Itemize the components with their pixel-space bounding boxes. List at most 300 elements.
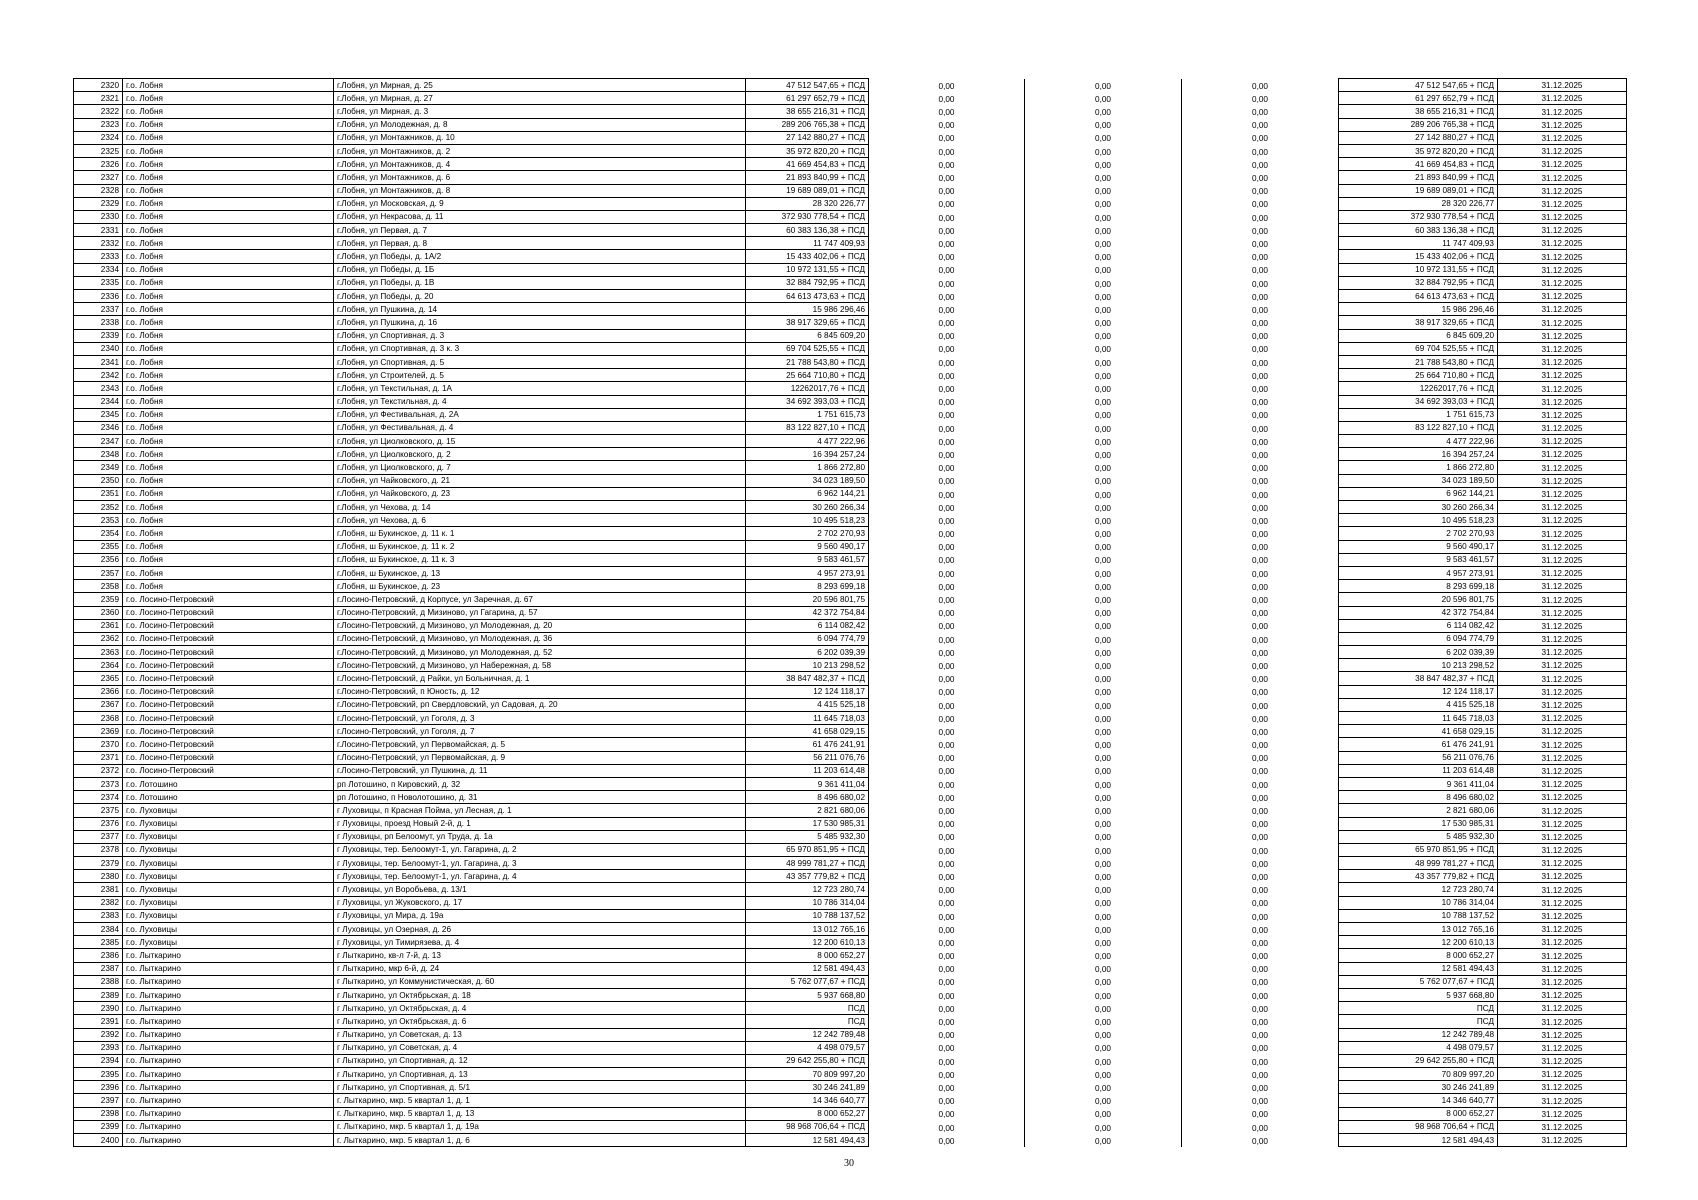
- municipality: г.о. Луховицы: [123, 936, 334, 949]
- zero-value-3: 0,00: [1182, 184, 1339, 197]
- table-row: [74, 158, 1627, 171]
- zero-value-3: 0,00: [1182, 1094, 1339, 1107]
- cost-amount: 10 786 314,04: [746, 896, 869, 909]
- municipality: г.о. Лобня: [123, 92, 334, 105]
- zero-value-2: 0,00: [1025, 777, 1182, 790]
- total-amount: 6 094 774,79: [1339, 632, 1498, 645]
- total-amount: 10 495 518,23: [1339, 514, 1498, 527]
- zero-value-1: 0,00: [869, 184, 1025, 197]
- cost-amount: 61 297 652,79 + ПСД: [746, 92, 869, 105]
- zero-value-3: 0,00: [1182, 1015, 1339, 1028]
- total-amount: 43 357 779,82 + ПСД: [1339, 870, 1498, 883]
- zero-value-1: 0,00: [869, 936, 1025, 949]
- zero-value-3: 0,00: [1182, 672, 1339, 685]
- total-amount: 11 645 718,03: [1339, 712, 1498, 725]
- zero-value-2: 0,00: [1025, 672, 1182, 685]
- municipality: г.о. Лыткарино: [123, 1002, 334, 1015]
- cost-amount: 11 645 718,03: [746, 712, 869, 725]
- address: г Луховицы, ул Мира, д. 19а: [334, 909, 746, 922]
- deadline-date: 31.12.2025: [1498, 817, 1627, 830]
- municipality: г.о. Лыткарино: [123, 975, 334, 988]
- row-number: 2344: [74, 395, 123, 408]
- zero-value-1: 0,00: [869, 725, 1025, 738]
- municipality: г.о. Лобня: [123, 329, 334, 342]
- zero-value-3: 0,00: [1182, 421, 1339, 434]
- zero-value-3: 0,00: [1182, 791, 1339, 804]
- cost-amount: 34 023 189,50: [746, 474, 869, 487]
- zero-value-1: 0,00: [869, 672, 1025, 685]
- zero-value-3: 0,00: [1182, 303, 1339, 316]
- zero-value-1: 0,00: [869, 487, 1025, 500]
- zero-value-2: 0,00: [1025, 395, 1182, 408]
- table-row: [74, 329, 1627, 342]
- row-number: 2334: [74, 263, 123, 276]
- zero-value-2: 0,00: [1025, 342, 1182, 355]
- total-amount: 6 962 144,21: [1339, 487, 1498, 500]
- deadline-date: 31.12.2025: [1498, 988, 1627, 1001]
- zero-value-2: 0,00: [1025, 276, 1182, 289]
- zero-value-1: 0,00: [869, 197, 1025, 210]
- table-row: [74, 290, 1627, 303]
- row-number: 2333: [74, 250, 123, 263]
- total-amount: 38 847 482,37 + ПСД: [1339, 672, 1498, 685]
- table-row: [74, 659, 1627, 672]
- zero-value-2: 0,00: [1025, 92, 1182, 105]
- row-number: 2330: [74, 210, 123, 223]
- deadline-date: 31.12.2025: [1498, 764, 1627, 777]
- total-amount: 5 762 077,67 + ПСД: [1339, 975, 1498, 988]
- row-number: 2370: [74, 738, 123, 751]
- municipality: г.о. Луховицы: [123, 857, 334, 870]
- total-amount: 15 986 296,46: [1339, 303, 1498, 316]
- total-amount: 16 394 257,24: [1339, 448, 1498, 461]
- deadline-date: 31.12.2025: [1498, 184, 1627, 197]
- zero-value-2: 0,00: [1025, 329, 1182, 342]
- row-number: 2389: [74, 988, 123, 1001]
- address: г.Лобня, ул Победы, д. 20: [334, 290, 746, 303]
- table-row: [74, 461, 1627, 474]
- municipality: г.о. Лобня: [123, 553, 334, 566]
- address: г Луховицы, п Красная Пойма, ул Лесная, д. 1: [334, 804, 746, 817]
- zero-value-1: 0,00: [869, 290, 1025, 303]
- zero-value-1: 0,00: [869, 632, 1025, 645]
- zero-value-2: 0,00: [1025, 870, 1182, 883]
- deadline-date: 31.12.2025: [1498, 685, 1627, 698]
- total-amount: 61 297 652,79 + ПСД: [1339, 92, 1498, 105]
- zero-value-2: 0,00: [1025, 566, 1182, 579]
- deadline-date: 31.12.2025: [1498, 210, 1627, 223]
- municipality: г.о. Лобня: [123, 408, 334, 421]
- address: г Лыткарино, ул Коммунистическая, д. 60: [334, 975, 746, 988]
- table-row: [74, 131, 1627, 144]
- row-number: 2392: [74, 1028, 123, 1041]
- cost-amount: 38 655 216,31 + ПСД: [746, 105, 869, 118]
- municipality: г.о. Лыткарино: [123, 949, 334, 962]
- zero-value-1: 0,00: [869, 1041, 1025, 1054]
- row-number: 2331: [74, 224, 123, 237]
- deadline-date: 31.12.2025: [1498, 923, 1627, 936]
- zero-value-2: 0,00: [1025, 988, 1182, 1001]
- deadline-date: 31.12.2025: [1498, 540, 1627, 553]
- cost-amount: 2 821 680,06: [746, 804, 869, 817]
- table-row: [74, 988, 1627, 1001]
- address: г.Лобня, ул Мирная, д. 3: [334, 105, 746, 118]
- zero-value-3: 0,00: [1182, 79, 1339, 92]
- zero-value-3: 0,00: [1182, 923, 1339, 936]
- table-row: [74, 975, 1627, 988]
- zero-value-3: 0,00: [1182, 105, 1339, 118]
- zero-value-2: 0,00: [1025, 606, 1182, 619]
- zero-value-3: 0,00: [1182, 263, 1339, 276]
- zero-value-1: 0,00: [869, 580, 1025, 593]
- row-number: 2371: [74, 751, 123, 764]
- row-number: 2324: [74, 131, 123, 144]
- zero-value-3: 0,00: [1182, 487, 1339, 500]
- address: г.Лобня, ул Некрасова, д. 11: [334, 210, 746, 223]
- cost-amount: 69 704 525,55 + ПСД: [746, 342, 869, 355]
- row-number: 2374: [74, 791, 123, 804]
- municipality: г.о. Лобня: [123, 276, 334, 289]
- zero-value-1: 0,00: [869, 949, 1025, 962]
- cost-amount: 38 847 482,37 + ПСД: [746, 672, 869, 685]
- zero-value-1: 0,00: [869, 540, 1025, 553]
- table-row: [74, 883, 1627, 896]
- zero-value-1: 0,00: [869, 566, 1025, 579]
- zero-value-1: 0,00: [869, 962, 1025, 975]
- cost-amount: 10 788 137,52: [746, 909, 869, 922]
- address: г.Лобня, ш Букинское, д. 11 к. 3: [334, 553, 746, 566]
- row-number: 2364: [74, 659, 123, 672]
- deadline-date: 31.12.2025: [1498, 131, 1627, 144]
- zero-value-3: 0,00: [1182, 975, 1339, 988]
- zero-value-3: 0,00: [1182, 527, 1339, 540]
- cost-amount: 47 512 547,65 + ПСД: [746, 79, 869, 92]
- address: г.Лосино-Петровский, ул Гоголя, д. 3: [334, 712, 746, 725]
- municipality: г.о. Лосино-Петровский: [123, 764, 334, 777]
- table-row: [74, 1107, 1627, 1120]
- total-amount: 29 642 255,80 + ПСД: [1339, 1054, 1498, 1067]
- cost-amount: 4 957 273,91: [746, 566, 869, 579]
- row-number: 2375: [74, 804, 123, 817]
- table-row: [74, 1054, 1627, 1067]
- table-row: [74, 1081, 1627, 1094]
- deadline-date: 31.12.2025: [1498, 672, 1627, 685]
- municipality: г.о. Лобня: [123, 527, 334, 540]
- total-amount: 41 669 454,83 + ПСД: [1339, 158, 1498, 171]
- row-number: 2400: [74, 1134, 123, 1147]
- table-row: [74, 1094, 1627, 1107]
- zero-value-2: 0,00: [1025, 949, 1182, 962]
- row-number: 2341: [74, 355, 123, 368]
- address: г Луховицы, ул Воробьева, д. 13/1: [334, 883, 746, 896]
- address: г Лыткарино, ул Октябрьская, д. 4: [334, 1002, 746, 1015]
- total-amount: 38 655 216,31 + ПСД: [1339, 105, 1498, 118]
- total-amount: 1 751 615,73: [1339, 408, 1498, 421]
- cost-amount: 9 560 490,17: [746, 540, 869, 553]
- deadline-date: 31.12.2025: [1498, 1028, 1627, 1041]
- cost-amount: 10 495 518,23: [746, 514, 869, 527]
- zero-value-3: 0,00: [1182, 698, 1339, 711]
- address: г Лыткарино, ул Октябрьская, д. 6: [334, 1015, 746, 1028]
- table-row: [74, 777, 1627, 790]
- deadline-date: 31.12.2025: [1498, 435, 1627, 448]
- cost-amount: ПСД: [746, 1002, 869, 1015]
- zero-value-1: 0,00: [869, 276, 1025, 289]
- row-number: 2346: [74, 421, 123, 434]
- row-number: 2337: [74, 303, 123, 316]
- row-number: 2378: [74, 843, 123, 856]
- deadline-date: 31.12.2025: [1498, 171, 1627, 184]
- row-number: 2329: [74, 197, 123, 210]
- table-row: [74, 738, 1627, 751]
- deadline-date: 31.12.2025: [1498, 408, 1627, 421]
- table-row: [74, 764, 1627, 777]
- zero-value-2: 0,00: [1025, 580, 1182, 593]
- total-amount: 11 747 409,93: [1339, 237, 1498, 250]
- total-amount: 8 000 652,27: [1339, 1107, 1498, 1120]
- cost-amount: 12 581 494,43: [746, 962, 869, 975]
- address: г Лыткарино, ул Спортивная, д. 5/1: [334, 1081, 746, 1094]
- table-row: [74, 1002, 1627, 1015]
- deadline-date: 31.12.2025: [1498, 593, 1627, 606]
- total-amount: 60 383 136,38 + ПСД: [1339, 224, 1498, 237]
- total-amount: 12 581 494,43: [1339, 1134, 1498, 1147]
- deadline-date: 31.12.2025: [1498, 514, 1627, 527]
- total-amount: 8 496 680,02: [1339, 791, 1498, 804]
- row-number: 2339: [74, 329, 123, 342]
- zero-value-2: 0,00: [1025, 514, 1182, 527]
- table-row: [74, 316, 1627, 329]
- table-row: [74, 1068, 1627, 1081]
- address: г Луховицы, рп Белоомут, ул Труда, д. 1а: [334, 830, 746, 843]
- municipality: г.о. Лобня: [123, 79, 334, 92]
- deadline-date: 31.12.2025: [1498, 804, 1627, 817]
- zero-value-2: 0,00: [1025, 619, 1182, 632]
- zero-value-3: 0,00: [1182, 685, 1339, 698]
- zero-value-3: 0,00: [1182, 870, 1339, 883]
- cost-amount: 4 415 525,18: [746, 698, 869, 711]
- deadline-date: 31.12.2025: [1498, 382, 1627, 395]
- deadline-date: 31.12.2025: [1498, 566, 1627, 579]
- row-number: 2349: [74, 461, 123, 474]
- zero-value-2: 0,00: [1025, 158, 1182, 171]
- municipality: г.о. Лыткарино: [123, 962, 334, 975]
- cost-amount: 70 809 997,20: [746, 1068, 869, 1081]
- table-row: [74, 817, 1627, 830]
- row-number: 2393: [74, 1041, 123, 1054]
- table-row: [74, 936, 1627, 949]
- zero-value-1: 0,00: [869, 144, 1025, 157]
- cost-amount: 15 433 402,06 + ПСД: [746, 250, 869, 263]
- row-number: 2360: [74, 606, 123, 619]
- zero-value-3: 0,00: [1182, 369, 1339, 382]
- zero-value-1: 0,00: [869, 329, 1025, 342]
- zero-value-3: 0,00: [1182, 342, 1339, 355]
- municipality: г.о. Лосино-Петровский: [123, 672, 334, 685]
- deadline-date: 31.12.2025: [1498, 329, 1627, 342]
- address: г.Лосино-Петровский, д Мизиново, ул Гагарина, д. 57: [334, 606, 746, 619]
- municipality: г.о. Луховицы: [123, 830, 334, 843]
- zero-value-3: 0,00: [1182, 988, 1339, 1001]
- cost-amount: 2 702 270,93: [746, 527, 869, 540]
- cost-amount: 19 689 089,01 + ПСД: [746, 184, 869, 197]
- table-row: [74, 540, 1627, 553]
- table-row: [74, 698, 1627, 711]
- cost-amount: 48 999 781,27 + ПСД: [746, 857, 869, 870]
- zero-value-1: 0,00: [869, 1002, 1025, 1015]
- deadline-date: 31.12.2025: [1498, 632, 1627, 645]
- zero-value-2: 0,00: [1025, 369, 1182, 382]
- row-number: 2382: [74, 896, 123, 909]
- zero-value-3: 0,00: [1182, 131, 1339, 144]
- municipality: г.о. Луховицы: [123, 896, 334, 909]
- deadline-date: 31.12.2025: [1498, 487, 1627, 500]
- zero-value-1: 0,00: [869, 1028, 1025, 1041]
- cost-amount: 65 970 851,95 + ПСД: [746, 843, 869, 856]
- deadline-date: 31.12.2025: [1498, 527, 1627, 540]
- address: г.Лобня, ул Монтажников, д. 6: [334, 171, 746, 184]
- zero-value-2: 0,00: [1025, 540, 1182, 553]
- total-amount: 61 476 241,91: [1339, 738, 1498, 751]
- row-number: 2379: [74, 857, 123, 870]
- table-row: [74, 619, 1627, 632]
- zero-value-3: 0,00: [1182, 224, 1339, 237]
- zero-value-3: 0,00: [1182, 210, 1339, 223]
- municipality: г.о. Лобня: [123, 290, 334, 303]
- page-number: 30: [844, 1158, 854, 1169]
- total-amount: 12262017,76 + ПСД: [1339, 382, 1498, 395]
- zero-value-3: 0,00: [1182, 237, 1339, 250]
- address: г.Лобня, ул Монтажников, д. 4: [334, 158, 746, 171]
- zero-value-2: 0,00: [1025, 843, 1182, 856]
- cost-amount: 27 142 880,27 + ПСД: [746, 131, 869, 144]
- zero-value-3: 0,00: [1182, 171, 1339, 184]
- zero-value-1: 0,00: [869, 382, 1025, 395]
- table-row: [74, 355, 1627, 368]
- address: г Луховицы, тер. Белоомут-1, ул. Гагарина, д. 4: [334, 870, 746, 883]
- table-row: [74, 487, 1627, 500]
- zero-value-2: 0,00: [1025, 909, 1182, 922]
- table-row: [74, 725, 1627, 738]
- deadline-date: 31.12.2025: [1498, 92, 1627, 105]
- municipality: г.о. Лобня: [123, 369, 334, 382]
- zero-value-2: 0,00: [1025, 1041, 1182, 1054]
- cost-amount: 43 357 779,82 + ПСД: [746, 870, 869, 883]
- row-number: 2391: [74, 1015, 123, 1028]
- address: г.Лобня, ул Монтажников, д. 10: [334, 131, 746, 144]
- table-row: [74, 1120, 1627, 1133]
- zero-value-2: 0,00: [1025, 712, 1182, 725]
- cost-amount: ПСД: [746, 1015, 869, 1028]
- zero-value-3: 0,00: [1182, 540, 1339, 553]
- table-row: [74, 237, 1627, 250]
- deadline-date: 31.12.2025: [1498, 1081, 1627, 1094]
- zero-value-2: 0,00: [1025, 527, 1182, 540]
- zero-value-2: 0,00: [1025, 237, 1182, 250]
- cost-amount: 12 200 610,13: [746, 936, 869, 949]
- zero-value-1: 0,00: [869, 316, 1025, 329]
- municipality: г.о. Лосино-Петровский: [123, 725, 334, 738]
- zero-value-2: 0,00: [1025, 1081, 1182, 1094]
- zero-value-2: 0,00: [1025, 923, 1182, 936]
- municipality: г.о. Лобня: [123, 421, 334, 434]
- total-amount: 372 930 778,54 + ПСД: [1339, 210, 1498, 223]
- row-number: 2376: [74, 817, 123, 830]
- table-row: [74, 830, 1627, 843]
- total-amount: 17 530 985,31: [1339, 817, 1498, 830]
- address: г Луховицы, ул Озерная, д. 26: [334, 923, 746, 936]
- address: г Лыткарино, ул Октябрьская, д. 18: [334, 988, 746, 1001]
- total-amount: 98 968 706,64 + ПСД: [1339, 1120, 1498, 1133]
- zero-value-3: 0,00: [1182, 158, 1339, 171]
- zero-value-2: 0,00: [1025, 316, 1182, 329]
- address: г.Лобня, ул Монтажников, д. 8: [334, 184, 746, 197]
- cost-amount: 17 530 985,31: [746, 817, 869, 830]
- zero-value-1: 0,00: [869, 421, 1025, 434]
- deadline-date: 31.12.2025: [1498, 105, 1627, 118]
- zero-value-2: 0,00: [1025, 408, 1182, 421]
- table-row: [74, 514, 1627, 527]
- table-row: [74, 474, 1627, 487]
- zero-value-3: 0,00: [1182, 857, 1339, 870]
- zero-value-1: 0,00: [869, 553, 1025, 566]
- zero-value-2: 0,00: [1025, 382, 1182, 395]
- zero-value-3: 0,00: [1182, 1002, 1339, 1015]
- cost-amount: 9 583 461,57: [746, 553, 869, 566]
- row-number: 2328: [74, 184, 123, 197]
- zero-value-2: 0,00: [1025, 553, 1182, 566]
- total-amount: 6 114 082,42: [1339, 619, 1498, 632]
- zero-value-2: 0,00: [1025, 197, 1182, 210]
- zero-value-3: 0,00: [1182, 1120, 1339, 1133]
- address: г.Лосино-Петровский, рп Свердловский, ул Садовая, д. 20: [334, 698, 746, 711]
- table-row: [74, 395, 1627, 408]
- address: г.Лобня, ул Монтажников, д. 2: [334, 144, 746, 157]
- deadline-date: 31.12.2025: [1498, 290, 1627, 303]
- cost-amount: 14 346 640,77: [746, 1094, 869, 1107]
- row-number: 2369: [74, 725, 123, 738]
- address: г. Лыткарино, мкр. 5 квартал 1, д. 6: [334, 1134, 746, 1147]
- address: г.Лобня, ул Первая, д. 8: [334, 237, 746, 250]
- address: г.Лобня, ул Циолковского, д. 7: [334, 461, 746, 474]
- zero-value-3: 0,00: [1182, 501, 1339, 514]
- municipality: г.о. Лосино-Петровский: [123, 685, 334, 698]
- row-number: 2320: [74, 79, 123, 92]
- municipality: г.о. Лобня: [123, 461, 334, 474]
- table-row: [74, 210, 1627, 223]
- zero-value-2: 0,00: [1025, 751, 1182, 764]
- municipality: г.о. Лосино-Петровский: [123, 738, 334, 751]
- address: г.Лобня, ул Мирная, д. 27: [334, 92, 746, 105]
- cost-amount: 38 917 329,65 + ПСД: [746, 316, 869, 329]
- zero-value-3: 0,00: [1182, 751, 1339, 764]
- zero-value-3: 0,00: [1182, 1107, 1339, 1120]
- zero-value-1: 0,00: [869, 857, 1025, 870]
- zero-value-2: 0,00: [1025, 725, 1182, 738]
- address: г.Лобня, ул Спортивная, д. 3 к. 3: [334, 342, 746, 355]
- zero-value-1: 0,00: [869, 408, 1025, 421]
- row-number: 2396: [74, 1081, 123, 1094]
- deadline-date: 31.12.2025: [1498, 474, 1627, 487]
- municipality: г.о. Лобня: [123, 355, 334, 368]
- deadline-date: 31.12.2025: [1498, 646, 1627, 659]
- deadline-date: 31.12.2025: [1498, 395, 1627, 408]
- total-amount: 10 972 131,55 + ПСД: [1339, 263, 1498, 276]
- table-row: [74, 632, 1627, 645]
- deadline-date: 31.12.2025: [1498, 1068, 1627, 1081]
- zero-value-3: 0,00: [1182, 1041, 1339, 1054]
- row-number: 2354: [74, 527, 123, 540]
